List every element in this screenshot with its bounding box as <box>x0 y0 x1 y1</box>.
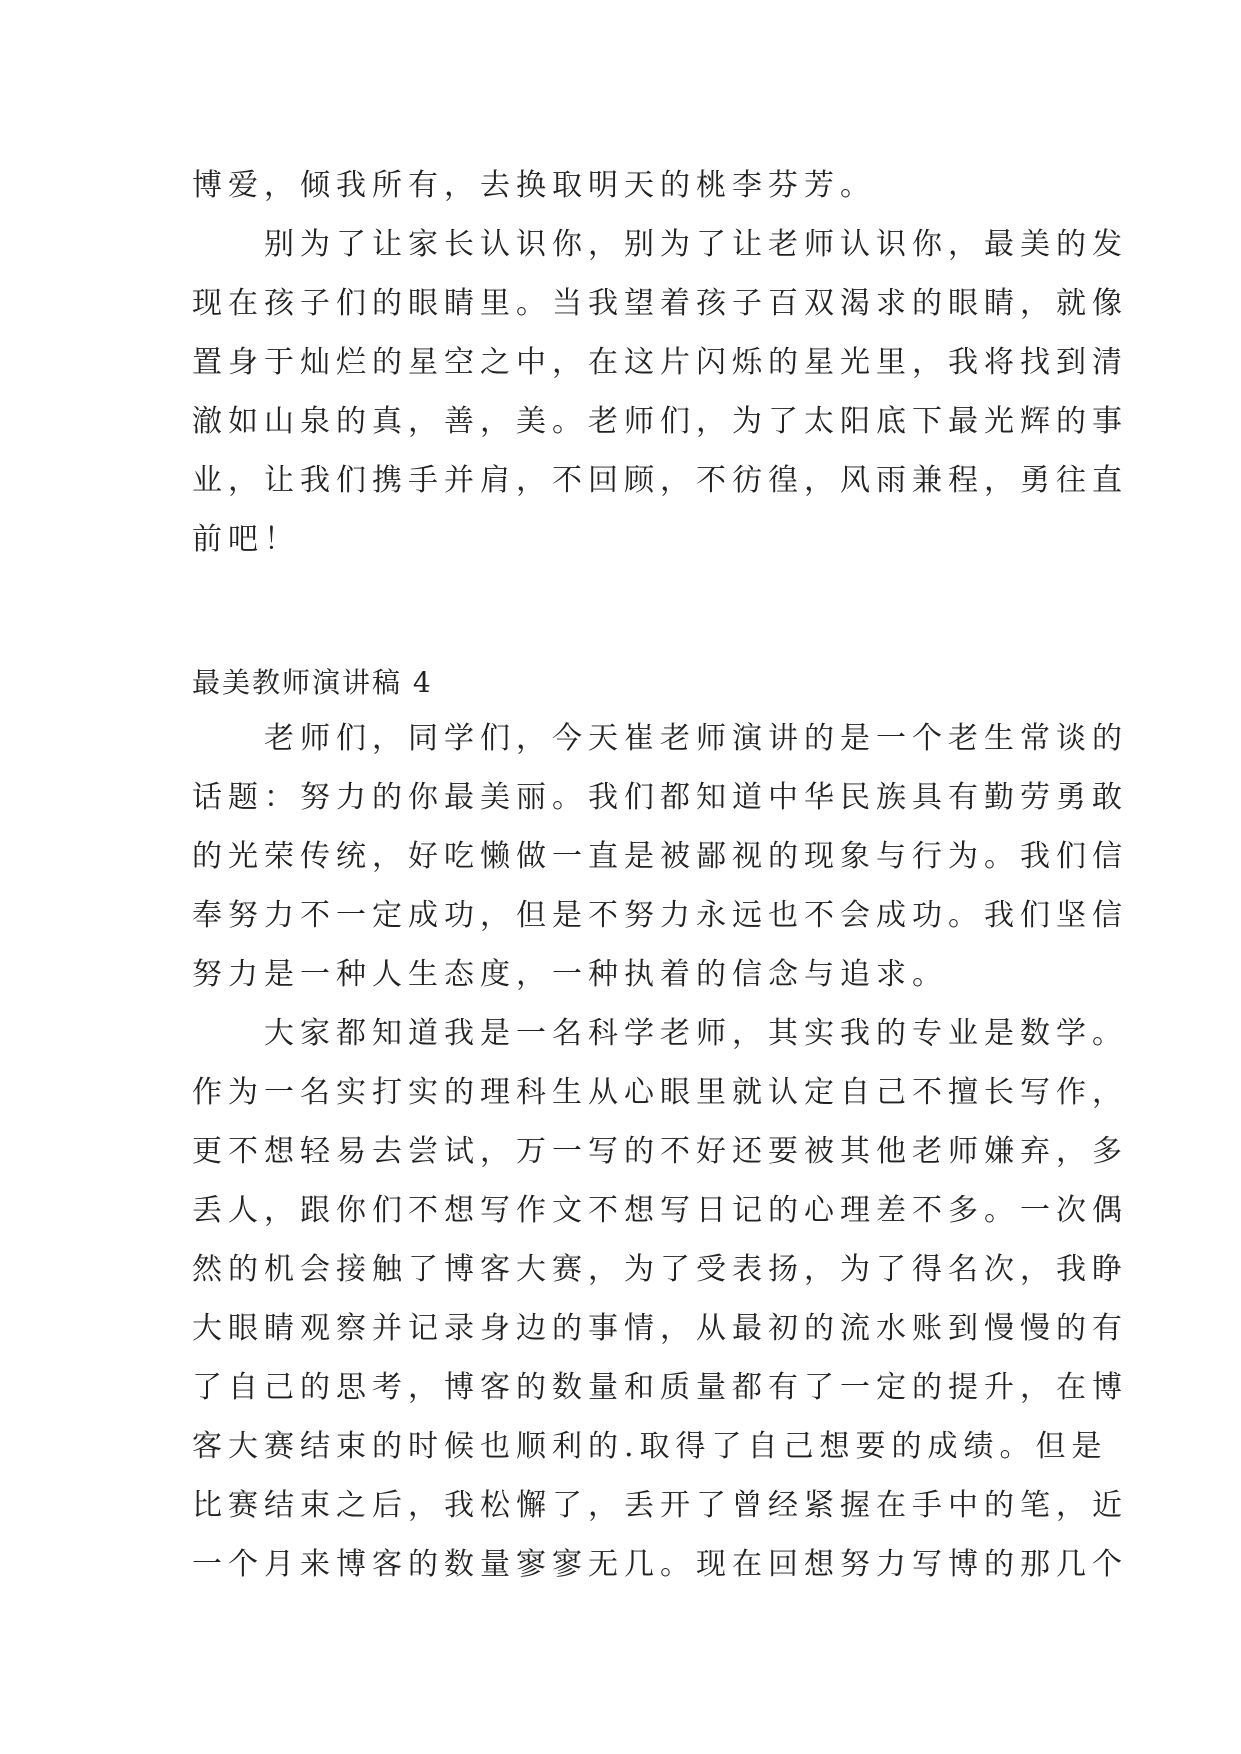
text-line: 作为一名实打实的理科生从心眼里就认定自己不擅长写作， <box>192 1075 1128 1110</box>
text-line: 的光荣传统，好吃懒做一直是被鄙视的现象与行为。我们信 <box>192 839 1128 874</box>
text-line: 置身于灿烂的星空之中，在这片闪烁的星光里，我将找到清 <box>192 345 1128 380</box>
text-line: 话题：努力的你最美丽。我们都知道中华民族具有勤劳勇敢 <box>192 780 1128 815</box>
text-line: 大家都知道我是一名科学老师，其实我的专业是数学。 <box>192 1016 1128 1051</box>
text-line: 然的机会接触了博客大赛，为了受表扬，为了得名次，我睁 <box>192 1252 1128 1287</box>
text-line: 了自己的思考，博客的数量和质量都有了一定的提升，在博 <box>192 1370 1128 1405</box>
text-line: 努力是一种人生态度，一种执着的信念与追求。 <box>192 957 948 992</box>
paragraph-personal-story <box>192 1004 1128 1594</box>
paragraph-most-beautiful-discovery <box>192 215 1128 569</box>
text-line: 老师们，同学们，今天崔老师演讲的是一个老生常谈的 <box>192 721 1128 756</box>
paragraph-speech-intro <box>192 709 1128 1004</box>
text-line: 前吧！ <box>192 522 300 557</box>
text-line: 奉努力不一定成功，但是不努力永远也不会成功。我们坚信 <box>192 898 1128 933</box>
text-line: 现在孩子们的眼睛里。当我望着孩子百双渴求的眼睛，就像 <box>192 286 1128 321</box>
section-heading: 最美教师演讲稿 4 <box>192 666 433 699</box>
text-line: 业，让我们携手并肩，不回顾，不彷徨，风雨兼程，勇往直 <box>192 463 1128 498</box>
document-body <box>192 156 1128 1594</box>
text-line: 丢人，跟你们不想写作文不想写日记的心理差不多。一次偶 <box>192 1193 1128 1228</box>
text-line: 博爱，倾我所有，去换取明天的桃李芬芳。 <box>192 168 876 203</box>
paragraph-continuation <box>192 156 1052 215</box>
text-line: 比赛结束之后，我松懈了，丢开了曾经紧握在手中的笔，近 <box>192 1488 1128 1523</box>
text-line: 客大赛结束的时候也顺利的.取得了自己想要的成绩。但是 <box>192 1429 1108 1464</box>
text-line: 澈如山泉的真，善，美。老师们，为了太阳底下最光辉的事 <box>192 404 1128 439</box>
text-line: 更不想轻易去尝试，万一写的不好还要被其他老师嫌弃，多 <box>192 1134 1128 1169</box>
section-spacer <box>192 569 1052 657</box>
text-line: 大眼睛观察并记录身边的事情，从最初的流水账到慢慢的有 <box>192 1311 1128 1346</box>
text-line: 别为了让家长认识你，别为了让老师认识你，最美的发 <box>192 227 1128 262</box>
text-line: 一个月来博客的数量寥寥无几。现在回想努力写博的那几个 <box>192 1547 1128 1582</box>
